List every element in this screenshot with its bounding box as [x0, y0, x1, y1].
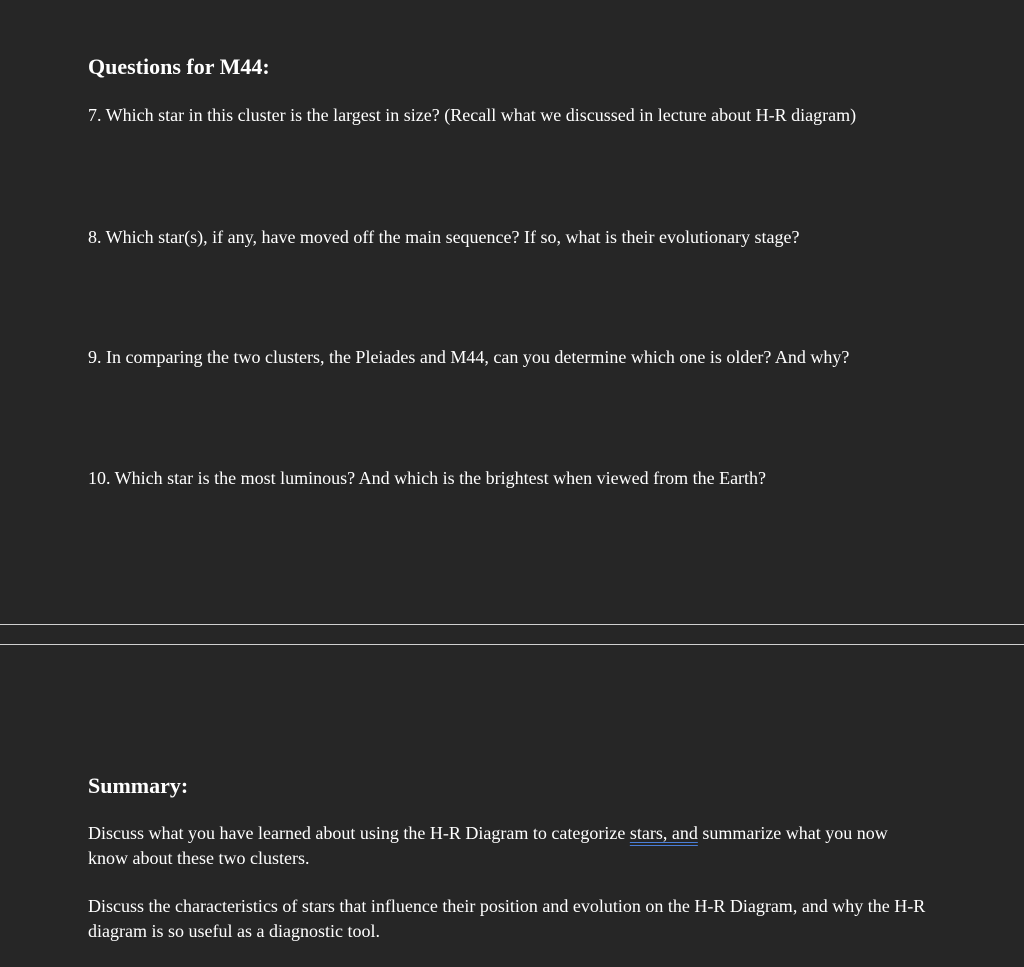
summary-paragraph-1 [88, 821, 928, 871]
grammar-flagged-text[interactable]: stars, and [629, 823, 698, 843]
question-9: 9. In comparing the two clusters, the Pleiades and M44, can you determine which one is older? And why? [88, 347, 850, 367]
section-divider-bottom [0, 644, 1024, 645]
summary-p1-text-end: summarize what you now know about these two clusters. [88, 823, 888, 868]
summary-p1-text-start: Discuss what you have learned about using the H-R Diagram to categorize [88, 823, 630, 843]
section-divider-top [0, 624, 1024, 625]
question-8: 8. Which star(s), if any, have moved off the main sequence? If so, what is their evolutionary stage? [88, 227, 800, 247]
m44-questions-heading: Questions for M44: [88, 54, 270, 79]
question-10: 10. Which star is the most luminous? And which is the brightest when viewed from the Earth? [88, 468, 767, 488]
summary-paragraph-2: Discuss the characteristics of stars that influence their position and evolution on the H-R Diagram, and why the H-R diagram is so useful as a diagnostic tool. [88, 896, 926, 941]
question-7: 7. Which star in this cluster is the largest in size? (Recall what we discussed in lecture about H-R diagram) [88, 105, 857, 125]
summary-heading: Summary: [88, 773, 189, 798]
